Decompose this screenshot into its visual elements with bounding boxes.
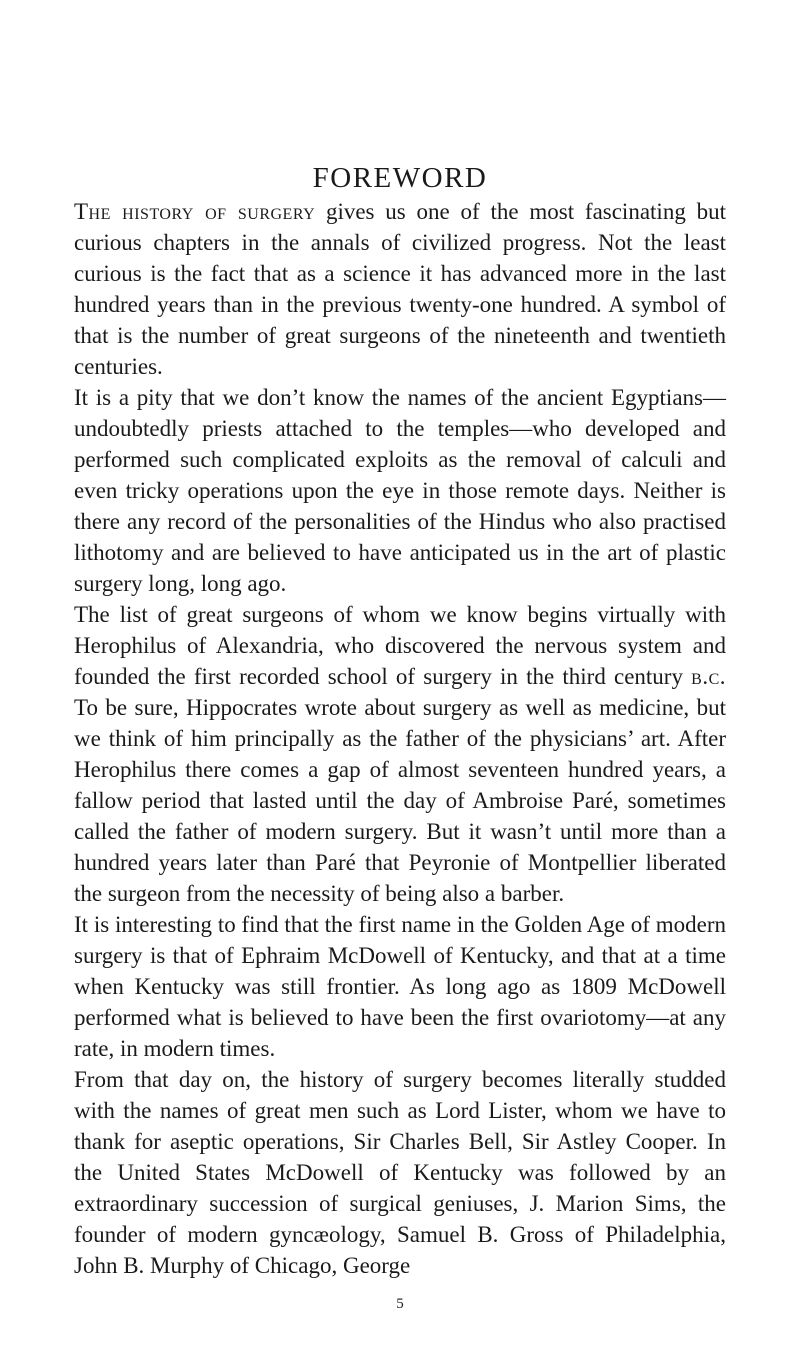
paragraph-5: From that day on, the history of surgery becomes literally studded with the names of great men such as Lord Lister, whom we have to thank for aseptic operations, Sir Charles Bell, Sir Astley Cooper. In the United States McDowell of Kentucky was followed by an extraordinary succession of surgical geniuses, J. Marion Sims, the founder of modern gyncæology, Samuel B. Gross of Philadelphia, John B. Murphy of Chicago, George	[74, 1067, 726, 1278]
paragraph-text: gives us one of the most fascinating but curious chapters in the annals of civilized progress. Not the least curious is the fact that as a science it has advanced more in the last hundred years than in the previous twenty-one hundred. A symbol of that is the number of great surgeons of the nineteenth and twentieth centuries.	[74, 199, 726, 379]
body-text	[74, 196, 726, 1281]
paragraph-text: The list of great surgeons of whom we know begins virtually with Herophilus of Alexandria, who discovered the nervous system and founded the first recorded school of surgery in the third century	[74, 602, 726, 689]
page-number: 5	[396, 1296, 404, 1312]
paragraph-3	[74, 599, 726, 909]
paragraph-4: It is interesting to find that the first name in the Golden Age of modern surgery is that of Ephraim McDowell of Kentucky, and that at a time when Kentucky was still frontier. As long ago as 1809 McDowell performed what is believed to have been the first ovariotomy—at any rate, in modern times.	[74, 912, 726, 1061]
paragraph-text: To be sure, Hippocrates wrote about surgery as well as medicine, but we think of him principally as the father of the physicians’ art. After Herophilus there comes a gap of almost seventeen hundred years, a fallow period that lasted until the day of Ambroise Paré, sometimes called the father of modern surgery. But it wasn’t until more than a hundred years later than Paré that Peyronie of Montpellier liberated the surgeon from the necessity of being also a barber.	[74, 695, 726, 906]
paragraph-2: It is a pity that we don’t know the names of the ancient Egyptians—undoubtedly priests attached to the temples—who developed and performed such complicated exploits as the removal of calculi and even tricky operations upon the eye in those remote days. Neither is there any record of the personalities of the Hindus who also practised lithotomy and are believed to have anticipated us in the art of plastic surgery long, long ago.	[74, 385, 726, 596]
paragraph-lead: The history of surgery	[74, 199, 316, 224]
paragraph-1	[74, 196, 726, 382]
chapter-title: FOREWORD	[312, 162, 488, 194]
era-abbreviation: b.c.	[691, 664, 726, 689]
